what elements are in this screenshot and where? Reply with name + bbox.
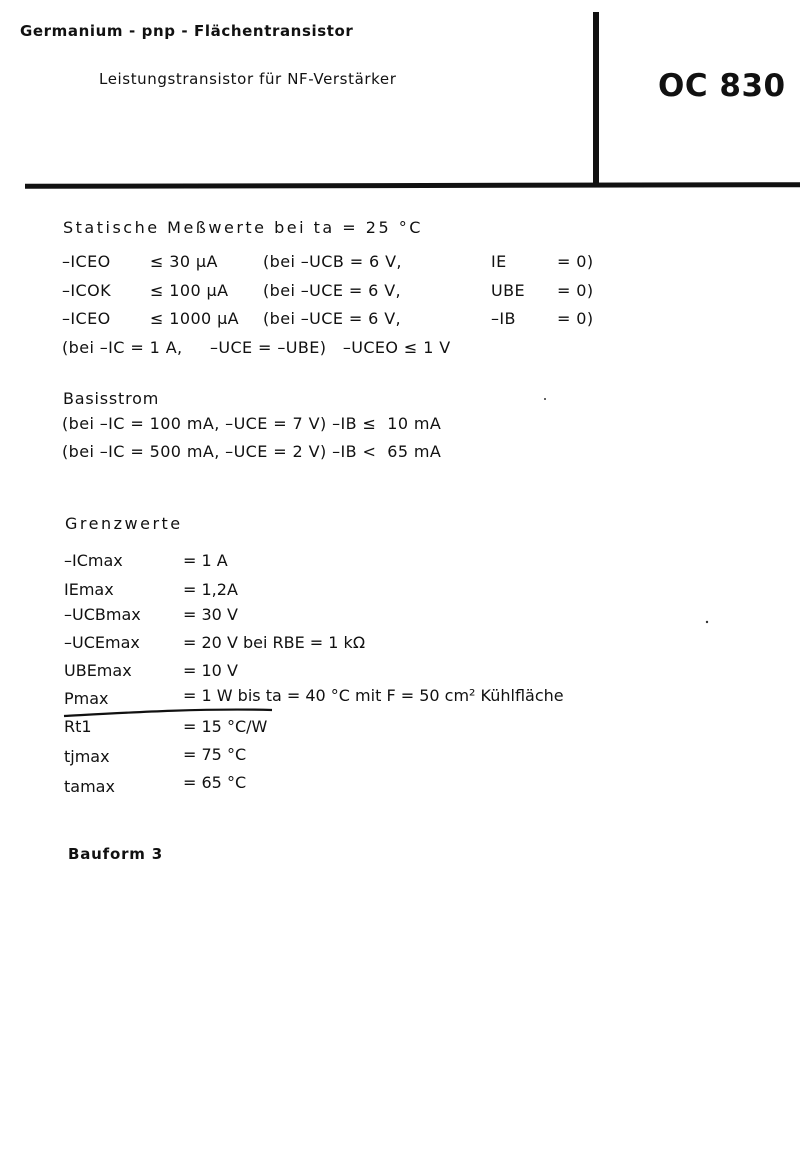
limit-value: = 20 V bei RBE = 1 kΩ [183, 633, 366, 652]
condition-eq: = 0) [557, 281, 594, 300]
base-current-row: (bei –IC = 500 mA, –UCE = 2 V) –IB < 65 mA [62, 442, 442, 461]
static-extra-line: (bei –IC = 1 A, –UCE = –UBE) –UCEO ≤ 1 V [62, 338, 451, 357]
limit-name: Pmax [64, 689, 109, 708]
static-section-title: Statische Meßwerte bei ta = 25 °C [63, 218, 423, 237]
limit-value: = 1,2A [183, 580, 238, 599]
limit-name: –ICmax [64, 551, 123, 570]
condition: (bei –UCE = 6 V, [263, 281, 402, 300]
limit-name: IEmax [64, 580, 114, 599]
base-current-title: Basisstrom [63, 389, 160, 408]
condition: (bei –UCE = 6 V, [263, 309, 402, 328]
limit-value: = 10 V [183, 661, 238, 680]
description-heading: Leistungstransistor für NF-Verstärker [99, 70, 397, 88]
condition-eq: = 0) [557, 309, 594, 328]
limit-name: Rt1 [64, 717, 92, 736]
param-value: ≤ 100 μA [150, 281, 229, 300]
category-heading: Germanium - pnp - Flächentransistor [20, 22, 354, 40]
param-label: –ICEO [62, 252, 111, 271]
package-label: Bauform 3 [68, 845, 163, 863]
limit-name: UBEmax [64, 661, 132, 680]
limit-name: tamax [64, 777, 115, 796]
condition-var: IE [491, 252, 507, 271]
param-label: –ICEO [62, 309, 111, 328]
condition-var: UBE [491, 281, 525, 300]
condition: (bei –UCB = 6 V, [263, 252, 402, 271]
param-value: ≤ 30 μA [150, 252, 218, 271]
param-label: –ICOK [62, 281, 111, 300]
limit-value: = 75 °C [183, 745, 247, 764]
condition-eq: = 0) [557, 252, 594, 271]
model-number: OC 830 [658, 68, 786, 104]
limit-value: = 15 °C/W [183, 717, 268, 736]
limit-name: –UCBmax [64, 605, 141, 624]
param-value: ≤ 1000 μA [150, 309, 240, 328]
limit-value: = 1 W bis ta = 40 °C mit F = 50 cm² Kühlfläche [183, 686, 564, 705]
limit-value: = 65 °C [183, 773, 247, 792]
limit-value: = 30 V [183, 605, 238, 624]
limits-title: Grenzwerte [65, 514, 183, 533]
condition-var: –IB [491, 309, 516, 328]
base-current-row: (bei –IC = 100 mA, –UCE = 7 V) –IB ≤ 10 mA [62, 414, 442, 433]
limit-name: tjmax [64, 747, 110, 766]
limit-value: = 1 A [183, 551, 228, 570]
limit-name: –UCEmax [64, 633, 140, 652]
